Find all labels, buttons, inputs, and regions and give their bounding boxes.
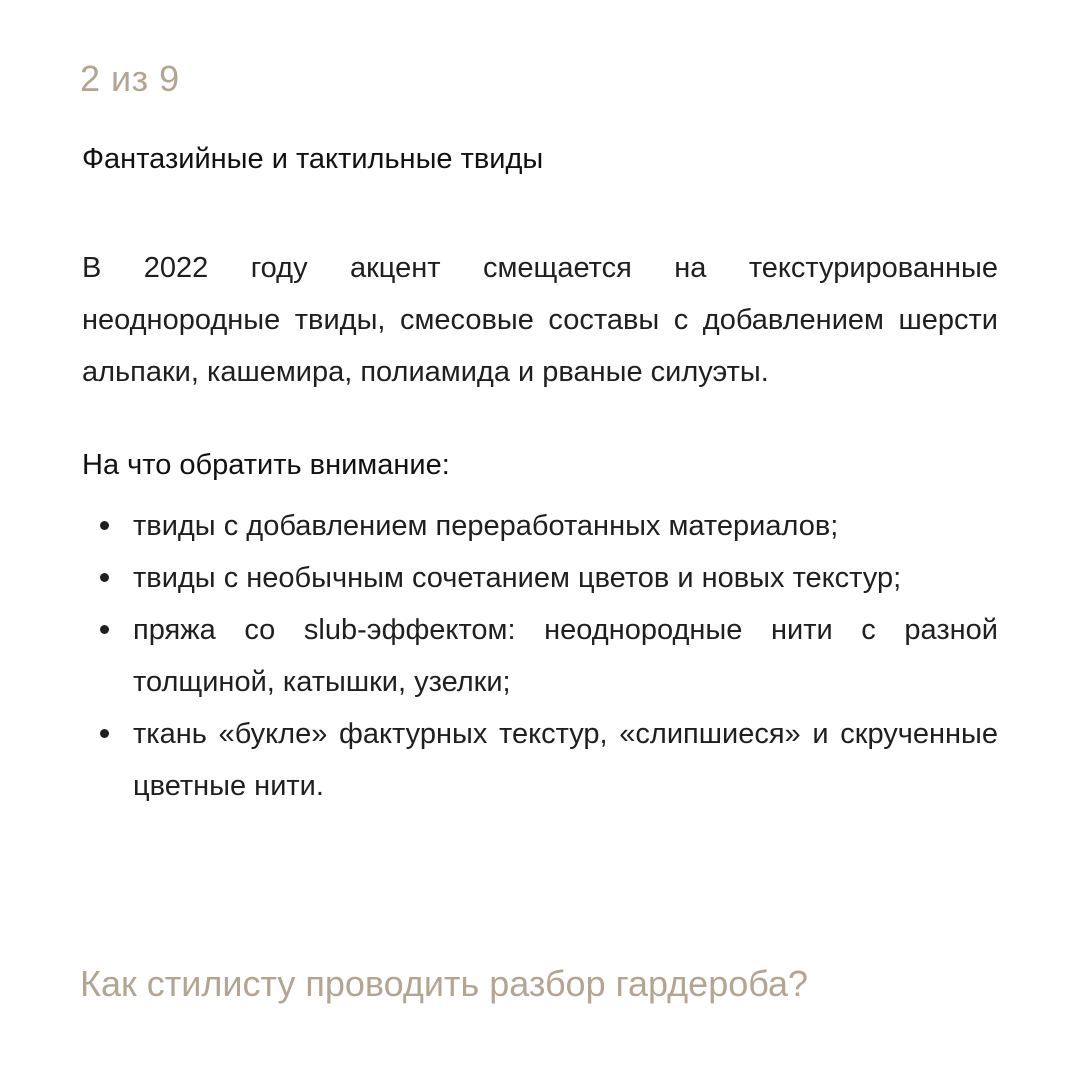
bullet-icon	[100, 625, 109, 634]
section-heading: Фантазийные и тактильные твиды	[82, 143, 544, 175]
list-item-text: ткань «букле» фактурных текстур, «слипшиеся» и скрученные цветные нити.	[133, 718, 998, 802]
attention-list	[82, 500, 998, 812]
list-item-text: твиды с необычным сочетанием цветов и новых текстур;	[133, 562, 902, 594]
list-item	[82, 500, 998, 552]
list-item	[82, 708, 998, 812]
list-item-text: пряжа со slub-эффектом: неоднородные нити с разной толщиной, катышки, узелки;	[133, 614, 998, 698]
intro-paragraph: В 2022 году акцент смещается на текстурированные неоднородные твиды, смесовые составы с добавлением шерсти альпаки, кашемира, полиамида и рваные силуэты.	[82, 252, 998, 388]
slide-counter: 2 из 9	[80, 58, 180, 99]
bullet-icon	[100, 573, 109, 582]
list-item-text: твиды с добавлением переработанных материалов;	[133, 510, 839, 542]
list-item	[82, 604, 998, 708]
related-article-link[interactable]: Как стилисту проводить разбор гардероба?	[80, 963, 809, 1004]
attention-subheading: На что обратить внимание:	[82, 449, 450, 481]
list-item	[82, 552, 998, 604]
bullet-icon	[100, 729, 109, 738]
bullet-icon	[100, 521, 109, 530]
